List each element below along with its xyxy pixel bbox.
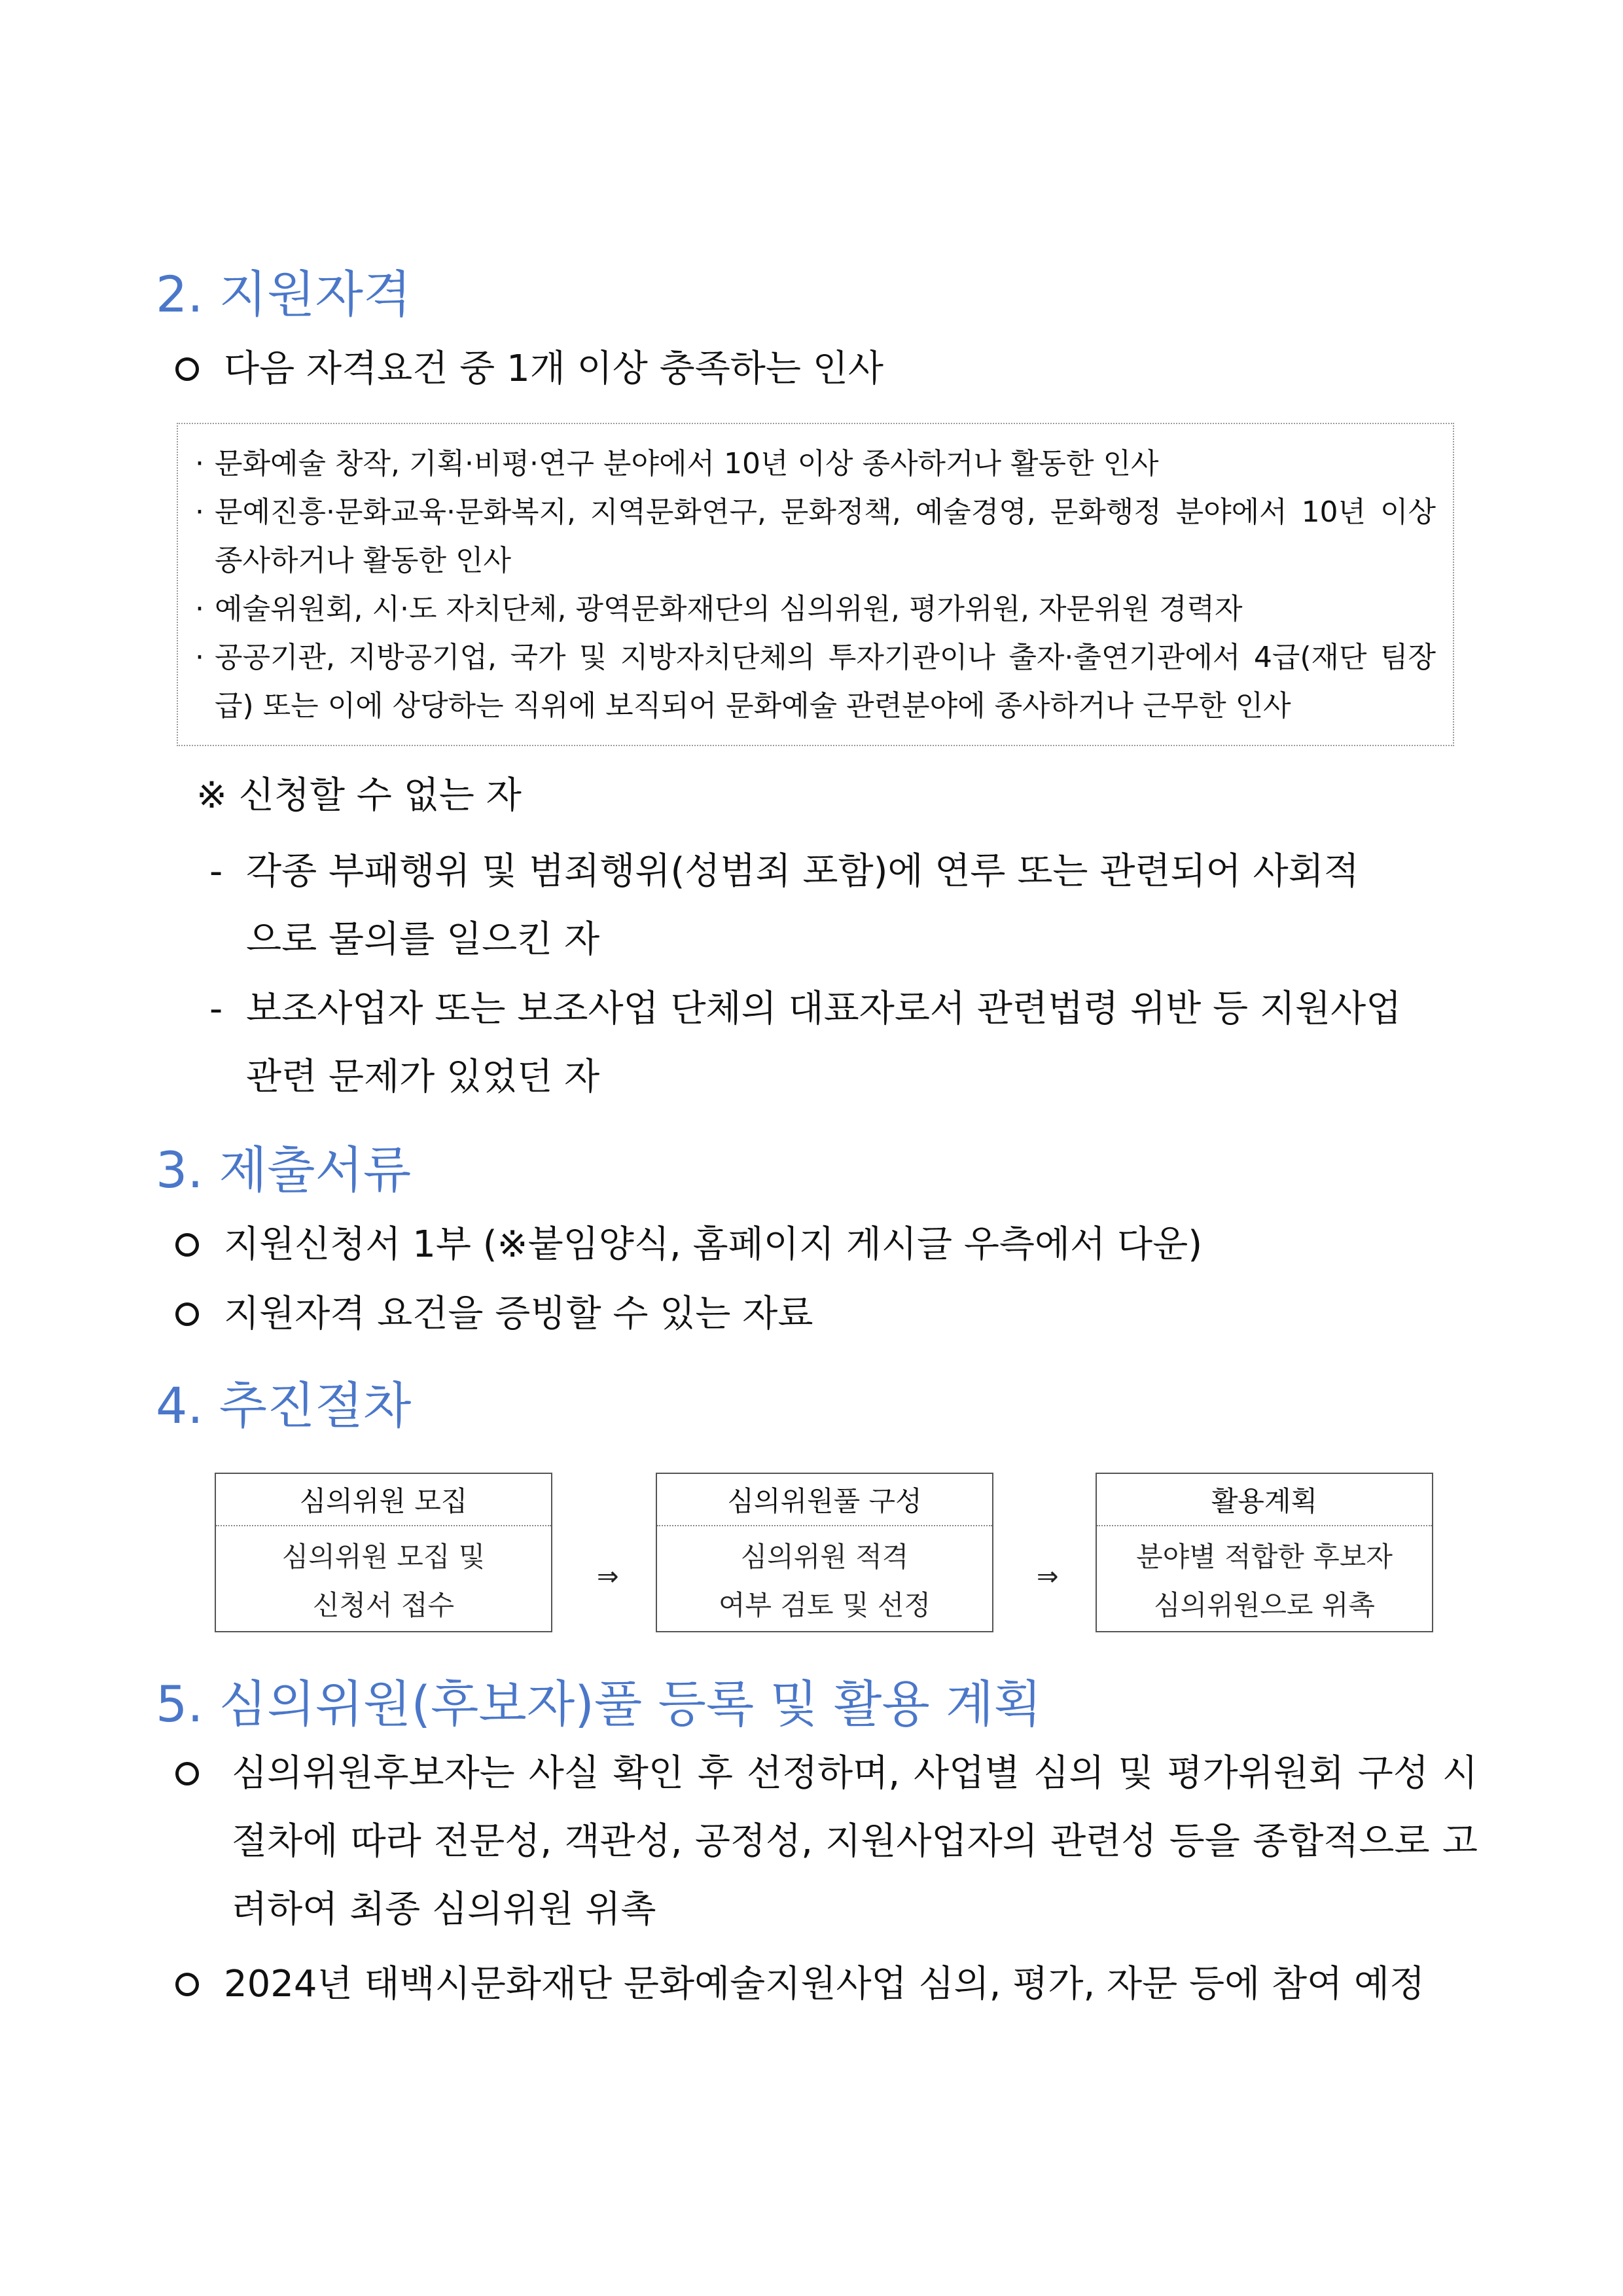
exclusion-item: - 보조사업자 또는 보조사업 단체의 대표자로서 관련법령 위반 등 지원사업 관련 문제가 있었던 자 [209,975,1453,1111]
process-step-compose [656,1473,993,1632]
qualification-item: · 예술위원회, 시·도 자치단체, 광역문화재단의 심의위원, 평가위원, 자문위원 경력자 [195,585,1436,634]
dash-bullet: - [209,988,223,1030]
process-step-recruit [215,1473,552,1632]
document-item: 지원신청서 1부 (※붙임양식, 홈페이지 게시글 우측에서 다운) [175,1227,1202,1263]
process-step-desc: 심의위원 적격 여부 검토 및 선정 [718,1541,931,1621]
section-3-title: 3. 제출서류 [156,1141,412,1199]
circle-bullet-icon [175,357,199,381]
exclusion-item: - 각종 부패행위 및 범죄행위(성범죄 포함)에 연루 또는 관련되어 사회적 으로 물의를 일으킨 자 [209,838,1453,974]
process-step-title: 심의위원풀 구성 [657,1474,992,1526]
arrow-right-icon: ⇒ [597,1562,619,1592]
process-step-desc: 분야별 적합한 후보자 심의위원으로 위촉 [1136,1541,1393,1621]
circle-bullet-icon [175,1302,199,1326]
section-5-title: 5. 심의위원(후보자)풀 등록 및 활용 계획 [156,1675,1042,1733]
qualification-item: · 문화예술 창작, 기획·비평·연구 분야에서 10년 이상 종사하거나 활동한 인사 [195,440,1436,488]
dash-bullet: - [209,850,223,893]
qualification-intro: 다음 자격요건 중 1개 이상 충족하는 인사 [175,351,883,387]
plan-item: 심의위원후보자는 사실 확인 후 선정하며, 사업별 심의 및 평가위원회 구성 시 절차에 따라 전문성, 객관성, 공정성, 지원사업자의 관련성 등을 종합적으로 고려하여 최종 심의위원 위촉 [175,1740,1478,1944]
dot-bullet: · [195,495,204,529]
exclusion-note-title: ※ 신청할 수 없는 자 [196,774,522,817]
qualification-item: · 문예진흥·문화교육·문화복지, 지역문화연구, 문화정책, 예술경영, 문화행정 분야에서 10년 이상 종사하거나 활동한 인사 [195,488,1436,585]
section-4-title: 4. 추진절차 [156,1376,412,1435]
circle-bullet-icon [175,1233,199,1257]
dot-bullet: · [195,641,204,674]
qualification-item: · 공공기관, 지방공기업, 국가 및 지방자치단체의 투자기관이나 출자·출연기관에서 4급(재단 팀장급) 또는 이에 상당하는 직위에 보직되어 문화예술 관련분야에 종사하거나 근무한 인사 [195,634,1436,730]
process-step-title: 심의위원 모집 [216,1474,551,1526]
circle-bullet-icon [175,1973,199,1996]
process-step-plan [1096,1473,1433,1632]
qualification-box [177,423,1454,746]
section-2-title: 2. 지원자격 [156,265,412,323]
dot-bullet: · [195,592,204,626]
process-step-desc: 심의위원 모집 및 신청서 접수 [281,1541,486,1621]
process-step-title: 활용계획 [1097,1474,1432,1526]
arrow-right-icon: ⇒ [1037,1562,1059,1592]
circle-bullet-icon [175,1762,199,1785]
plan-item: 2024년 태백시문화재단 문화예술지원사업 심의, 평가, 자문 등에 참여 예정 [175,1966,1425,2003]
document-item: 지원자격 요건을 증빙할 수 있는 자료 [175,1296,813,1333]
dot-bullet: · [195,447,204,480]
